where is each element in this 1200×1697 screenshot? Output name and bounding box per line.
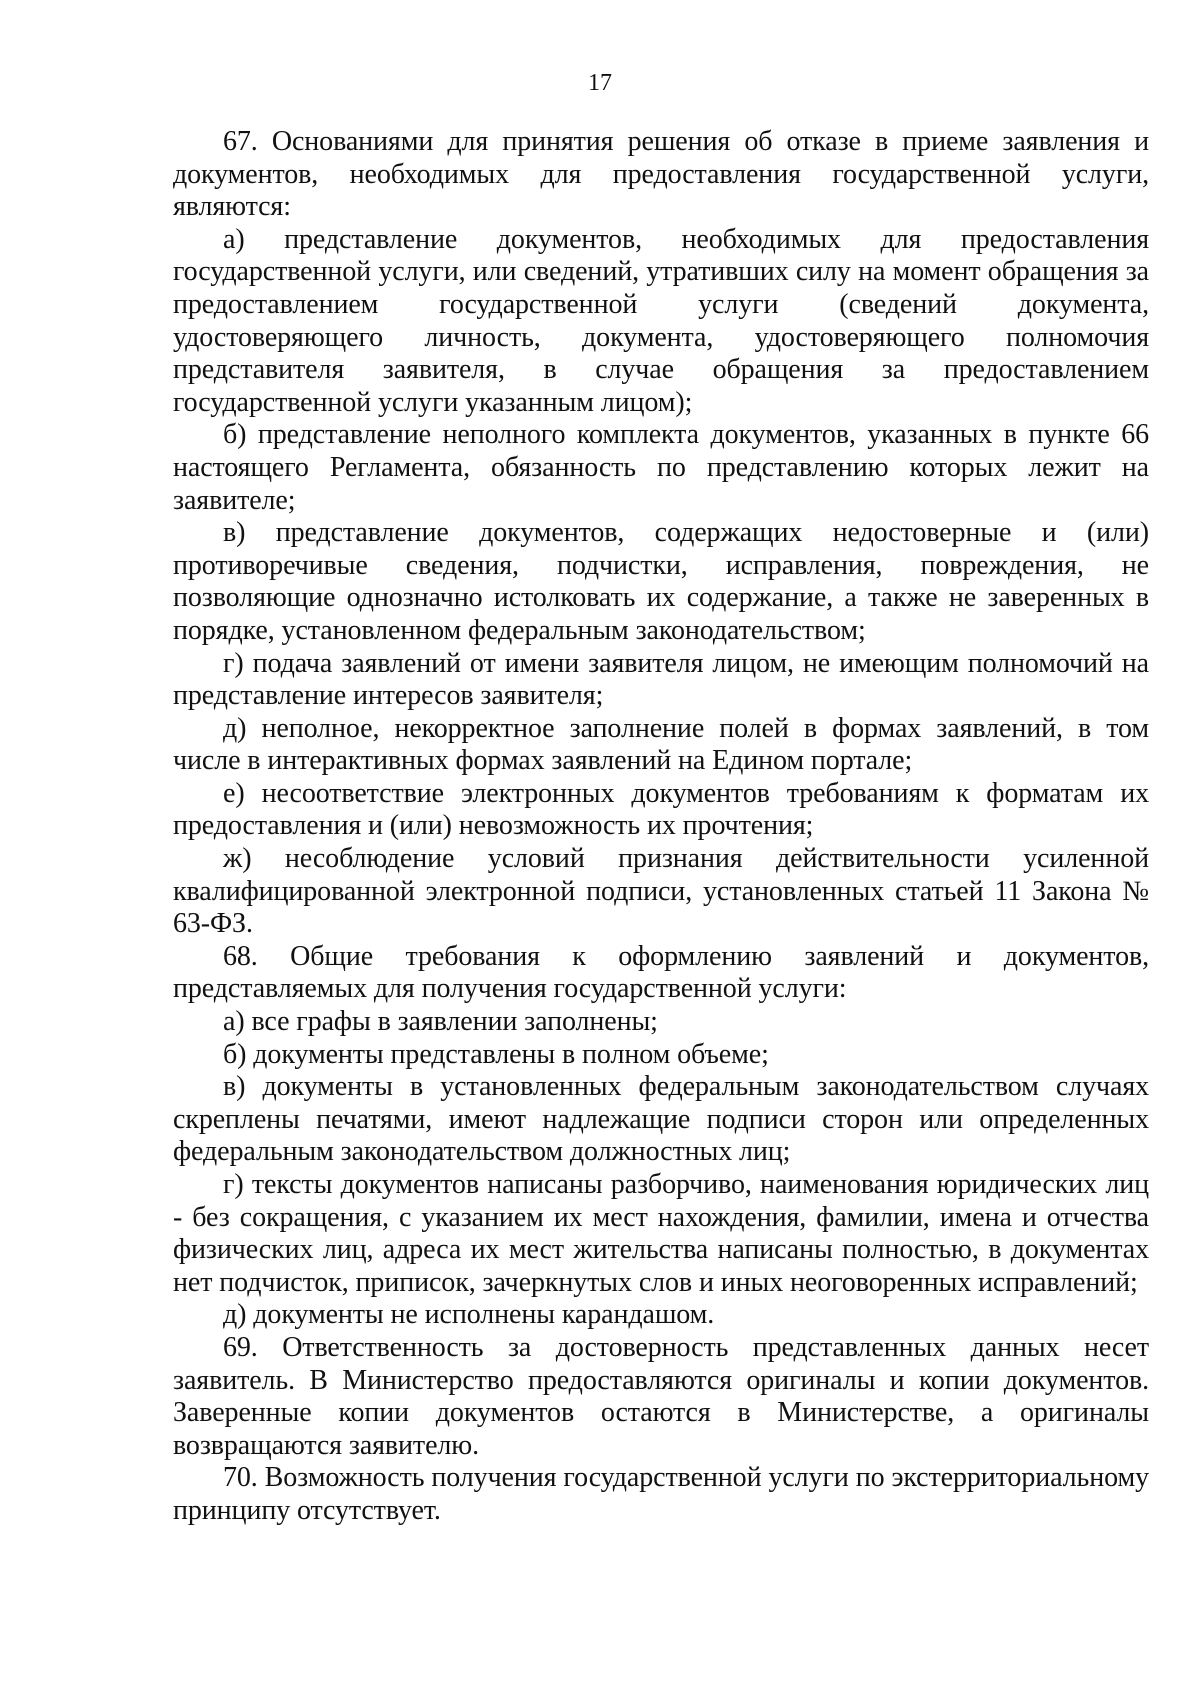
- paragraph-70: 70. Возможность получения государственной услуги по экстерриториальному принципу отсутствует.: [173, 1462, 1149, 1526]
- paragraph-68-a: а) все графы в заявлении заполнены;: [223, 1006, 658, 1038]
- paragraph-69: 69. Ответственность за достоверность представленных данных несет заявитель. В Министерство предоставляются оригиналы и копии документов. Заверенные копии документов остаются в Министерстве, а оригиналы возвращаются заявителю.: [173, 1331, 1149, 1461]
- paragraph-68-b: б) документы представлены в полном объеме;: [223, 1038, 769, 1070]
- paragraph-67: 67. Основаниями для принятия решения об отказе в приеме заявления и документов, необходимых для предоставления государственной услуги, являются:: [173, 126, 1149, 223]
- paragraph-68-g: г) тексты документов написаны разборчиво, наименования юридических лиц - без сокращения, с указанием их мест нахождения, фамилии, имена и отчества физических лиц, адреса их мест жительства написаны полностью, в документах нет подчисток, приписок, зачеркнутых слов и иных неоговоренных исправлений;: [173, 1169, 1149, 1298]
- paragraph-67-g: г) подача заявлений от имени заявителя лицом, не имеющим полномочий на представление интересов заявителя;: [173, 647, 1149, 712]
- paragraph-67-a: а) представление документов, необходимых для предоставления государственной услуги, или сведений, утративших силу на момент обращения за предоставлением государственной услуги (сведений документа, удостоверяющего личность, документа, удостоверяющего полномочия представителя заявителя, в случае обращения за предоставлением государственной услуги указанным лицом);: [173, 223, 1149, 418]
- paragraph-68-v: в) документы в установленных федеральным законодательством случаях скреплены печатями, имеют надлежащие подписи сторон или определенных федеральным законодательством должностных лиц;: [173, 1071, 1149, 1168]
- paragraph-67-e: е) несоответствие электронных документов требованиям к форматам их предоставления и (или) невозможность их прочтения;: [173, 777, 1149, 842]
- paragraph-67-v: в) представление документов, содержащих недостоверные и (или) противоречивые сведения, подчистки, исправления, повреждения, не позволяющие однозначно истолковать их содержание, а также не заверенных в порядке, установленном федеральным законодательством;: [173, 517, 1149, 646]
- paragraph-67-b: б) представление неполного комплекта документов, указанных в пункте 66 настоящего Регламента, обязанность по представлению которых лежит на заявителе;: [173, 419, 1149, 516]
- paragraph-67-d: д) неполное, некорректное заполнение полей в формах заявлений, в том числе в интерактивных формах заявлений на Едином портале;: [173, 712, 1149, 777]
- paragraph-68: 68. Общие требования к оформлению заявлений и документов, представляемых для получения государственной услуги:: [173, 940, 1149, 1005]
- paragraph-68-d: д) документы не исполнены карандашом.: [223, 1299, 715, 1331]
- document-body: [173, 126, 1149, 1528]
- page-number: 17: [588, 70, 612, 96]
- paragraph-67-zh: ж) несоблюдение условий признания действительности усиленной квалифицированной электронной подписи, установленных статьей 11 Закона № 63-ФЗ.: [173, 843, 1149, 940]
